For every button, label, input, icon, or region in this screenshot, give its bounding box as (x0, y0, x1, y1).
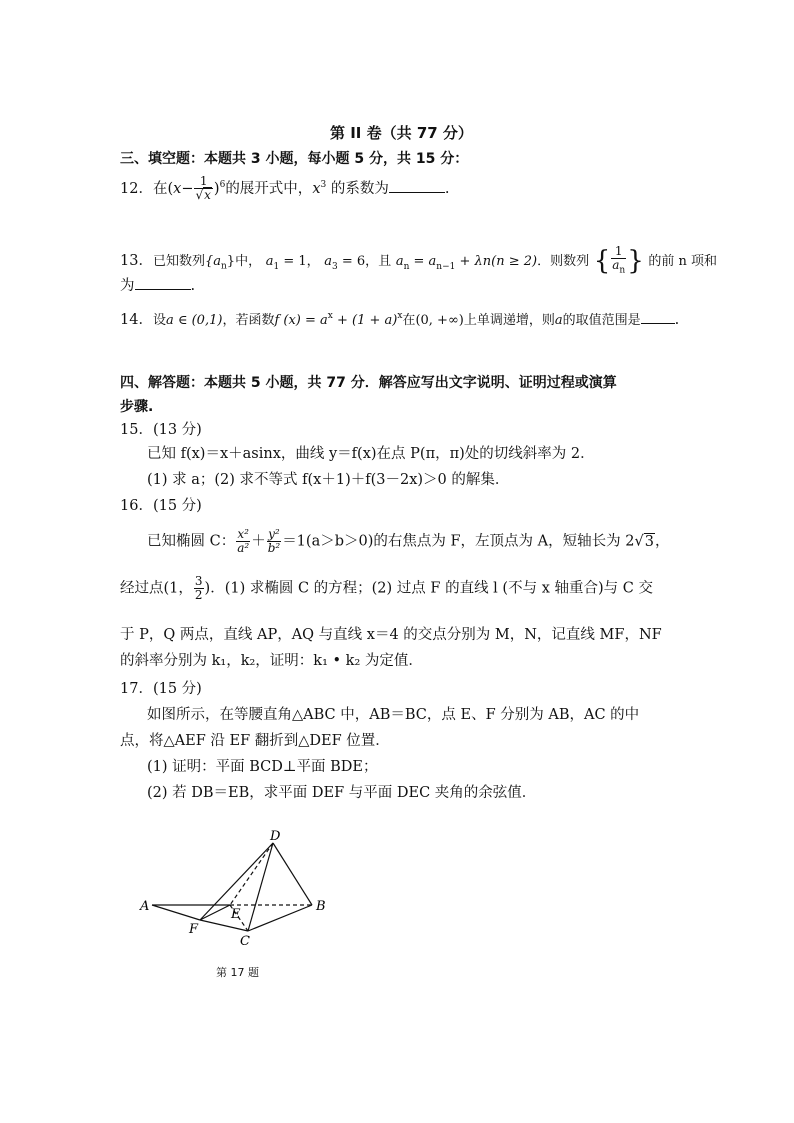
q13-seq (204, 254, 236, 272)
q13-answer-blank[interactable] (135, 275, 191, 290)
q13-t3: 且 (378, 254, 392, 270)
question-13-line2 (120, 275, 195, 296)
edge-AF (152, 905, 200, 920)
q12-mid: 的展开式中， (225, 180, 313, 197)
q16-line3: 于 P，Q 两点，直线 AP，AQ 与直线 x＝4 的交点分别为 M，N，记直线 MF，NF (120, 627, 662, 643)
q14-t1: 设 (152, 312, 166, 328)
q13-frac-den (611, 259, 626, 277)
q12-answer-blank[interactable] (389, 178, 445, 193)
q12-x3: x (312, 180, 321, 197)
label-A: A (140, 899, 150, 914)
section4-header-line1: 四、解答题：本题共 5 小题，共 77 分．解答应写出文字说明、证明过程或演算 (120, 375, 617, 391)
q13-frac-num: 1 (611, 245, 626, 259)
q17-line1: 如图所示，在等腰直角△ABC 中，AB＝BC，点 E、F 分别为 AB，AC 的中 (147, 707, 640, 723)
q13-seq-sub: n (221, 261, 227, 272)
q16-fy-num: y² (268, 527, 280, 541)
q14-a-in: a ∈ (0,1) (165, 312, 223, 328)
q16-frac-y (267, 528, 282, 555)
q16-plus: ＋ (251, 533, 266, 550)
edge-DE (230, 843, 273, 905)
label-C: C (240, 934, 250, 949)
question-12: 12．在(x− $\frac{1}{√x}$ )$^6$的展开式中，$x^3$ 的系数为 . (120, 174, 450, 203)
q17-line2: 点，将△AEF 沿 EF 翻折到△DEF 位置． (120, 733, 390, 749)
q16-line4: 的斜率分别为 k₁，k₂，证明：k₁ • k₂ 为定值． (120, 653, 423, 669)
section3-header: 三、填空题：本题共 3 小题，每小题 5 分，共 15 分： (120, 151, 469, 167)
q16-frac-x (236, 528, 250, 555)
q16-fx-num: x² (237, 527, 249, 541)
q14-func-mid: + (1 + a) (332, 312, 398, 328)
q16-l1c: ， (654, 533, 670, 550)
q13-rec: a (395, 254, 404, 270)
q13-a1: a (265, 254, 274, 270)
q13-brace-open: { (593, 246, 611, 277)
q16-line2 (120, 575, 653, 602)
q13-line2-pre: 为 (120, 278, 135, 294)
q13-rec-tail: + λn(n ≥ 2) (455, 254, 538, 270)
q13-seq-a: {a (204, 254, 221, 270)
q13-a1-sub: 1 (273, 262, 280, 273)
q12-minus: − (181, 180, 194, 197)
q16-l2a: 经过点(1， (120, 580, 193, 597)
q14-func-exp2: x (397, 311, 403, 321)
label-B: B (316, 899, 326, 914)
q14-t3: 在 (402, 312, 416, 328)
q16-fx-den: a² (237, 541, 250, 555)
section4-header-line2: 步骤. (120, 399, 154, 415)
edge-FE (200, 905, 230, 920)
q12-fraction (194, 175, 212, 202)
q15-line2: (1) 求 a；(2) 求不等式 f(x＋1)＋f(3－2x)＞0 的解集． (147, 472, 510, 488)
q13-frac-den-a: a (612, 258, 620, 272)
q14-func: f (x) = a (274, 312, 328, 328)
q14-t5: 的取值范围是 (562, 312, 641, 328)
q16-p-num: 3 (194, 574, 203, 588)
q12-end: . (444, 180, 450, 197)
q13-line2-end: . (190, 278, 196, 294)
q16-l1b: ＝1(a＞b＞0)的右焦点为 F，左顶点为 A，短轴长为 2 (282, 533, 635, 550)
q13-brace-close: } (627, 246, 644, 277)
part-title: 第 II 卷（共 77 分） (330, 124, 473, 142)
edge-FC (200, 920, 248, 931)
q14-number: 14． (120, 311, 153, 328)
q13-t5: 的前 n 项和 (648, 254, 718, 270)
q16-l1a: 已知椭圆 C： (147, 533, 236, 550)
question-13 (120, 245, 717, 277)
q12-x3-exp: 3 (320, 180, 327, 190)
edge-DB (273, 843, 312, 905)
q13-frac-den-sub: n (619, 265, 626, 276)
question-14 (120, 306, 679, 331)
label-F: F (189, 922, 199, 937)
q17-line4: (2) 若 DB＝EB，求平面 DEF 与平面 DEC 夹角的余弦值． (147, 785, 537, 801)
q13-number: 13． (120, 253, 153, 270)
q13-t1: 已知数列 (152, 254, 205, 270)
q13-fraction (611, 245, 626, 277)
q12-frac-num: 1 (194, 175, 212, 189)
label-E: E (231, 907, 241, 922)
edge-CB (248, 905, 312, 931)
q17-line3: (1) 证明：平面 BCD⊥平面 BDE； (147, 759, 378, 775)
q12-post: 的系数为 (326, 180, 389, 197)
q13-a3: a (324, 254, 333, 270)
q13-rec-eq: = a (409, 254, 437, 270)
q17-head: 17．(15 分) (120, 681, 202, 697)
q12-exp: 6 (219, 180, 226, 190)
q13-a3-val: = 6， (337, 254, 379, 270)
q13-rec-sub2: n−1 (436, 262, 456, 273)
q12-pre: 在( (152, 180, 174, 197)
q12-radicand: x (204, 188, 211, 203)
q14-t2: ，若函数 (222, 312, 275, 328)
q16-sqrt3: 3 (644, 533, 654, 550)
q15-line1: 已知 f(x)＝x＋asinx，曲线 y＝f(x)在点 P(π，π)处的切线斜率为 2． (147, 446, 595, 462)
q16-fy-den: b² (267, 541, 281, 555)
q14-func-exp: x (327, 311, 333, 321)
q12-number: 12． (120, 180, 153, 197)
q14-t4: 上单调递增，则 (463, 312, 555, 328)
q16-line1: 已知椭圆 C： $\frac{\text{x²}}{\text{a²}}$ ＋ $\frac{\text{y²}}{\text{b²}}$ ＝1(a＞b＞0)的右焦点为 F，左顶点为 A，短轴长为 2√3， (147, 527, 670, 555)
q14-end: . (674, 311, 680, 328)
q13-a3-sub: 3 (332, 262, 338, 273)
q13-rec-sub: n (403, 262, 410, 273)
q14-a: a (554, 312, 563, 328)
q13-seq-close: } (226, 254, 236, 270)
q16-l2b: )．(1) 求椭圆 C 的方程；(2) 过点 F 的直线 l (不与 x 轴重合)与 C 交 (204, 580, 653, 597)
q14-answer-blank[interactable] (641, 309, 675, 324)
q13-t4: ．则数列 (537, 254, 590, 270)
q13-t2: 中， (235, 254, 262, 270)
q12-frac-den: √x (195, 188, 211, 203)
q13-a1-val: = 1， (279, 254, 320, 270)
q15-head: 15．(13 分) (120, 422, 202, 438)
q16-head: 16．(15 分) (120, 498, 202, 514)
label-D: D (270, 829, 281, 844)
q14-interval: (0, +∞) (415, 312, 464, 328)
q16-point-frac (194, 575, 204, 602)
q17-figure (130, 825, 340, 955)
q12-x: x (173, 180, 182, 197)
figure-caption: 第 17 题 (216, 966, 259, 979)
q16-p-den: 2 (194, 588, 203, 602)
